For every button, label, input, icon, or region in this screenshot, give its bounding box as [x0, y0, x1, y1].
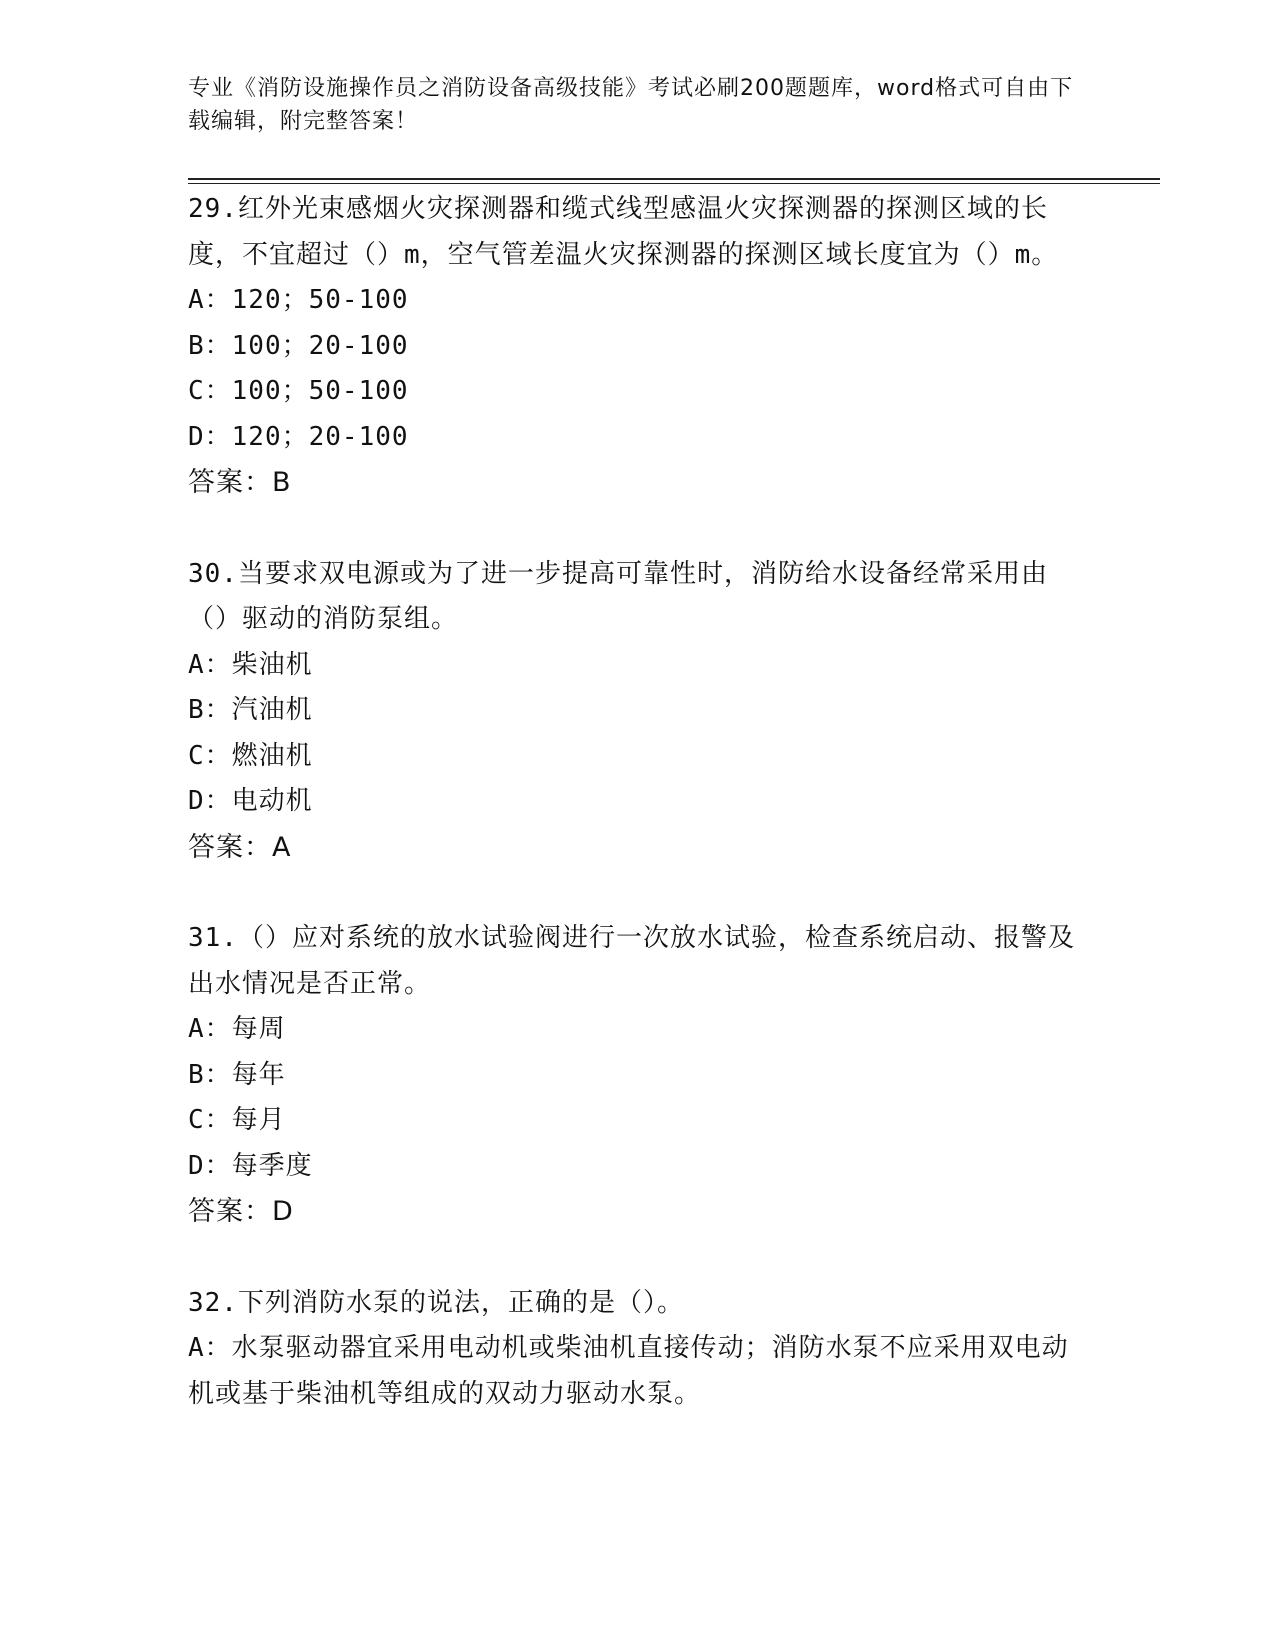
- option-a: A：柴油机: [188, 649, 313, 680]
- option-c: C：每月: [188, 1105, 286, 1135]
- option-a: A：120；50-100: [188, 285, 409, 315]
- answer-line: 答案：A: [188, 831, 292, 863]
- header-divider-thick: [188, 178, 1160, 180]
- option-a: A：每周: [188, 1014, 286, 1044]
- question-29: [188, 187, 1088, 506]
- question-30: [188, 552, 1088, 871]
- question-list: [188, 187, 1088, 1463]
- question-stem: 32.下列消防水泵的说法，正确的是（）。: [188, 1287, 684, 1318]
- question-31: [188, 916, 1088, 1235]
- option-d: D：电动机: [188, 786, 313, 816]
- option-c: C：燃油机: [188, 740, 313, 771]
- answer-line: 答案：B: [188, 467, 292, 498]
- document-header: 专业《消防设施操作员之消防设备高级技能》考试必刷200题题库，word格式可自由下载编辑，附完整答案！: [188, 76, 1074, 134]
- question-32: [188, 1281, 1088, 1418]
- option-b: B：汽油机: [188, 695, 313, 725]
- option-d: D：120；20-100: [188, 421, 409, 452]
- question-stem: 30.当要求双电源或为了进一步提高可靠性时，消防给水设备经常采用由（）驱动的消防泵组。: [188, 558, 1048, 634]
- header-divider-thin: [188, 183, 1160, 184]
- question-stem: 31.（）应对系统的放水试验阀进行一次放水试验，检查系统启动、报警及出水情况是否正常。: [188, 923, 1075, 999]
- answer-line: 答案：D: [188, 1196, 294, 1227]
- option-b: B：每年: [188, 1059, 286, 1090]
- option-d: D：每季度: [188, 1150, 313, 1181]
- option-a: A：水泵驱动器宜采用电动机或柴油机直接传动；消防水泵不应采用双电动机或基于柴油机等组成的双动力驱动水泵。: [188, 1333, 1069, 1409]
- question-stem: 29.红外光束感烟火灾探测器和缆式线型感温火灾探测器的探测区域的长度，不宜超过（）m，空气管差温火灾探测器的探测区域长度宜为（）m。: [188, 194, 1059, 270]
- option-c: C：100；50-100: [188, 376, 409, 406]
- option-b: B：100；20-100: [188, 330, 409, 361]
